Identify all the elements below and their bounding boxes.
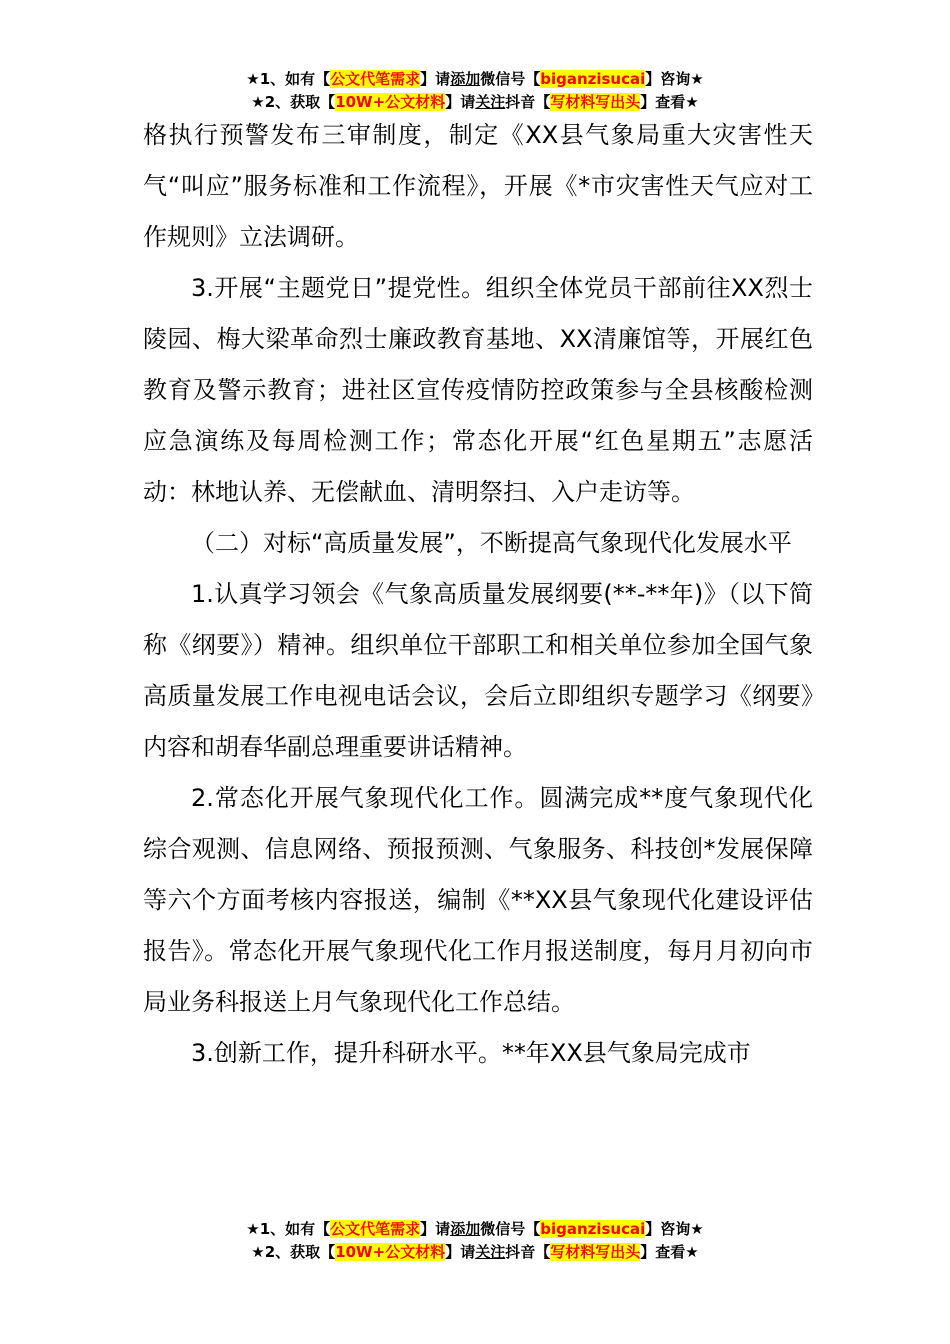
- banner-text: 】请: [445, 1243, 476, 1261]
- paragraph-modernization: 2.常态化开展气象现代化工作。圆满完成**度气象现代化综合观测、信息网络、预报预测、气象服务、科技创*发展保障等六个方面考核内容报送，编制《**XX县气象现代化建设评估报告》。常态化开展气象现代化工作月报送制度，每月月初向市局业务科报送上月气象现代化工作总结。: [143, 784, 813, 1016]
- banner-text: 】咨询★: [645, 70, 704, 88]
- paragraph-party-day: 3.开展“主题党日”提党性。组织全体党员干部前往XX烈士陵园、梅大梁革命烈士廉政教育基地、XX清廉馆等，开展红色教育及警示教育；进社区宣传疫情防控政策参与全县核酸检测应急演练及每周检测工作；常态化开展“红色星期五”志愿活动：林地认养、无偿献血、清明祭扫、入户走访等。: [143, 274, 813, 506]
- banner-text: ★2、获取【: [251, 93, 336, 111]
- banner-line-1: [0, 1218, 950, 1241]
- banner-text: 】查看★: [640, 93, 699, 111]
- highlight-service: 公文代笔需求: [330, 70, 421, 88]
- banner-text: ★1、如有【: [246, 70, 331, 88]
- header-banner: [0, 68, 950, 114]
- footer-banner: [0, 1218, 950, 1264]
- highlight-service: 公文代笔需求: [330, 1220, 421, 1238]
- banner-text: 】咨询★: [645, 1220, 704, 1238]
- highlight-wechat-id: biganzisucai: [540, 70, 646, 88]
- banner-text: 抖音【: [505, 1243, 551, 1261]
- underlined-text: 关注: [475, 1243, 506, 1261]
- banner-text: 微信号【: [480, 70, 541, 88]
- paragraph-innovation: 3.创新工作，提升科研水平。**年XX县气象局完成市: [191, 1039, 751, 1067]
- underlined-text: 添加: [450, 70, 481, 88]
- highlight-materials: 10W+公文材料: [335, 93, 446, 111]
- highlight-wechat-id: biganzisucai: [540, 1220, 646, 1238]
- paragraph-continuation: 格执行预警发布三审制度，制定《XX县气象局重大灾害性天气“叫应”服务标准和工作流程》，开展《*市灾害性天气应对工作规则》立法调研。: [143, 121, 813, 251]
- banner-text: 抖音【: [505, 93, 551, 111]
- highlight-douyin-account: 写材料写出头: [550, 1243, 641, 1261]
- underlined-text: 关注: [475, 93, 506, 111]
- banner-text: 】查看★: [640, 1243, 699, 1261]
- document-body: [143, 110, 813, 1079]
- banner-line-2: [0, 1241, 950, 1264]
- banner-text: 】请: [420, 1220, 451, 1238]
- highlight-materials: 10W+公文材料: [335, 1243, 446, 1261]
- banner-text: 】请: [445, 93, 476, 111]
- section-heading-2: （二）对标“高质量发展”，不断提高气象现代化发展水平: [191, 529, 792, 557]
- paragraph-study-outline: 1.认真学习领会《气象高质量发展纲要(**-**年)》（以下简称《纲要》）精神。组织单位干部职工和相关单位参加全国气象高质量发展工作电视电话会议，会后立即组织专题学习《纲要》内容和胡春华副总理重要讲话精神。: [143, 580, 813, 761]
- banner-text: ★1、如有【: [246, 1220, 331, 1238]
- banner-line-1: [0, 68, 950, 91]
- banner-text: 微信号【: [480, 1220, 541, 1238]
- highlight-douyin-account: 写材料写出头: [550, 93, 641, 111]
- underlined-text: 添加: [450, 1220, 481, 1238]
- banner-text: ★2、获取【: [251, 1243, 336, 1261]
- banner-text: 】请: [420, 70, 451, 88]
